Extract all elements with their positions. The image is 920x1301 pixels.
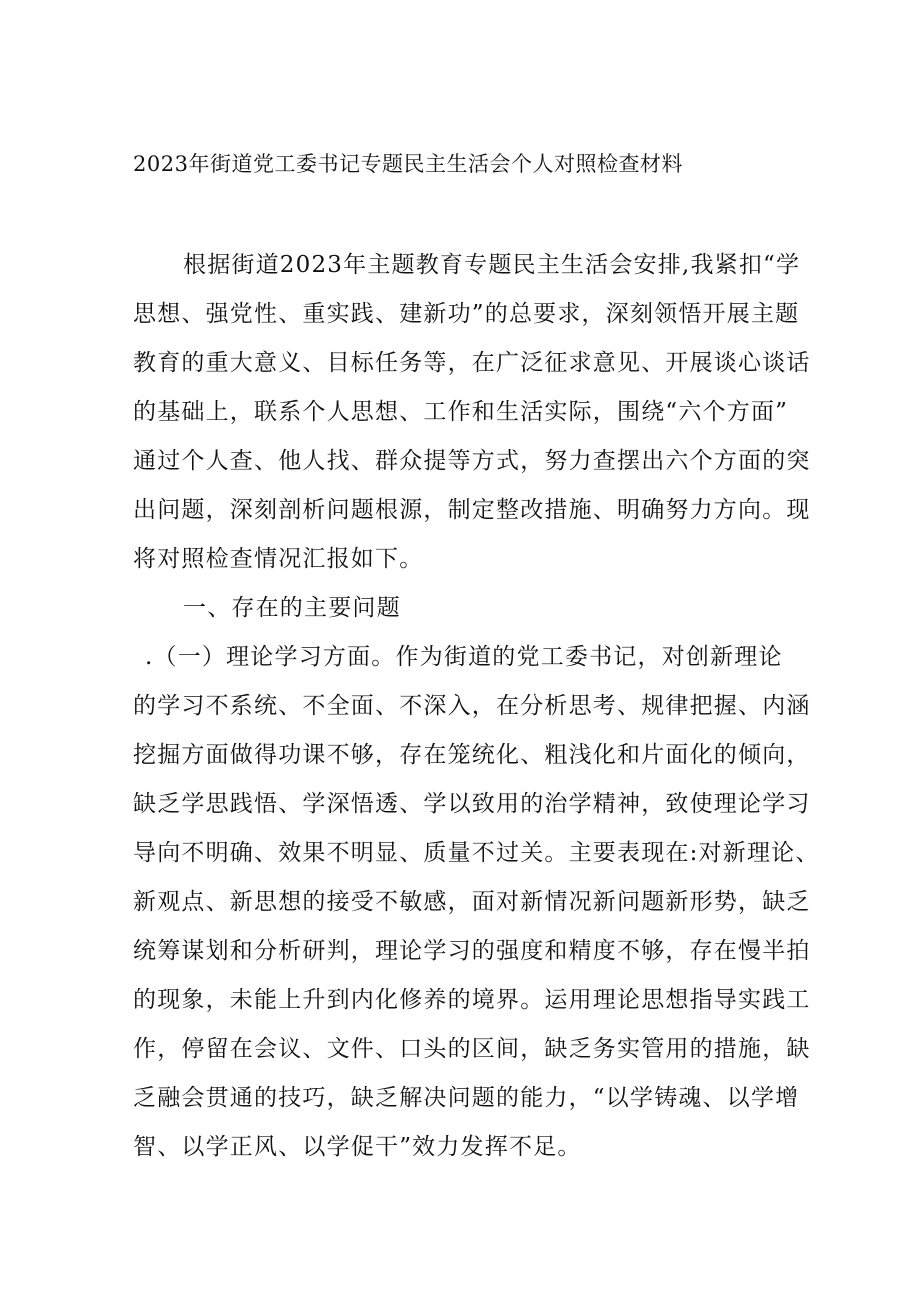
subsection-line: 缺乏学思践悟、学深悟透、学以致用的治学精神，致使理论学习 bbox=[133, 791, 811, 817]
subsection-line: 的现象，未能上升到内化修养的境界。运用理论思想指导实践工 bbox=[133, 987, 811, 1013]
section-heading: 一、存在的主要问题 bbox=[183, 595, 401, 621]
subsection-line: 统筹谋划和分析研判，理论学习的强度和精度不够，存在慢半拍 bbox=[133, 938, 811, 964]
intro-line: 出问题，深刻剖析问题根源，制定整改措施、明确努力方向。现 bbox=[133, 497, 811, 523]
intro-line: 教育的重大意义、目标任务等，在广泛征求意见、开展谈心谈话 bbox=[133, 350, 811, 376]
subsection-line: 乏融会贯通的技巧，缺乏解决问题的能力，“以学铸魂、以学增 bbox=[133, 1085, 800, 1111]
intro-line: 思想、强党性、重实践、建新功”的总要求，深刻领悟开展主题 bbox=[133, 301, 800, 327]
subsection-line: 作，停留在会议、文件、口头的区间，缺乏务实管用的措施，缺 bbox=[133, 1036, 811, 1062]
intro-line: 通过个人查、他人找、群众提等方式，努力查摆出六个方面的突 bbox=[133, 448, 811, 474]
subsection-line: 新观点、新思想的接受不敏感，面对新情况新问题新形势，缺乏 bbox=[133, 889, 811, 915]
subsection-line: 导向不明确、效果不明显、质量不过关。主要表现在:对新理论、 bbox=[133, 840, 820, 866]
subsection-line: 挖掘方面做得功课不够，存在笼统化、粗浅化和片面化的倾向， bbox=[133, 742, 811, 768]
document-title: 2023年街道党工委书记专题民主生活会个人对照检查材料 bbox=[133, 152, 683, 176]
subsection-line: 的学习不系统、不全面、不深入，在分析思考、规律把握、内涵 bbox=[133, 693, 811, 719]
intro-line: 根据街道2023年主题教育专题民主生活会安排,我紧扣“学 bbox=[183, 252, 801, 278]
intro-line: 的基础上，联系个人思想、工作和生活实际，围绕“六个方面” bbox=[133, 399, 789, 425]
subsection-line: .（一）理论学习方面。作为街道的党工委书记，对创新理论 bbox=[145, 644, 783, 670]
intro-line: 将对照检查情况汇报如下。 bbox=[133, 546, 424, 572]
subsection-line: 智、以学正风、以学促干”效力发挥不足。 bbox=[133, 1134, 582, 1160]
